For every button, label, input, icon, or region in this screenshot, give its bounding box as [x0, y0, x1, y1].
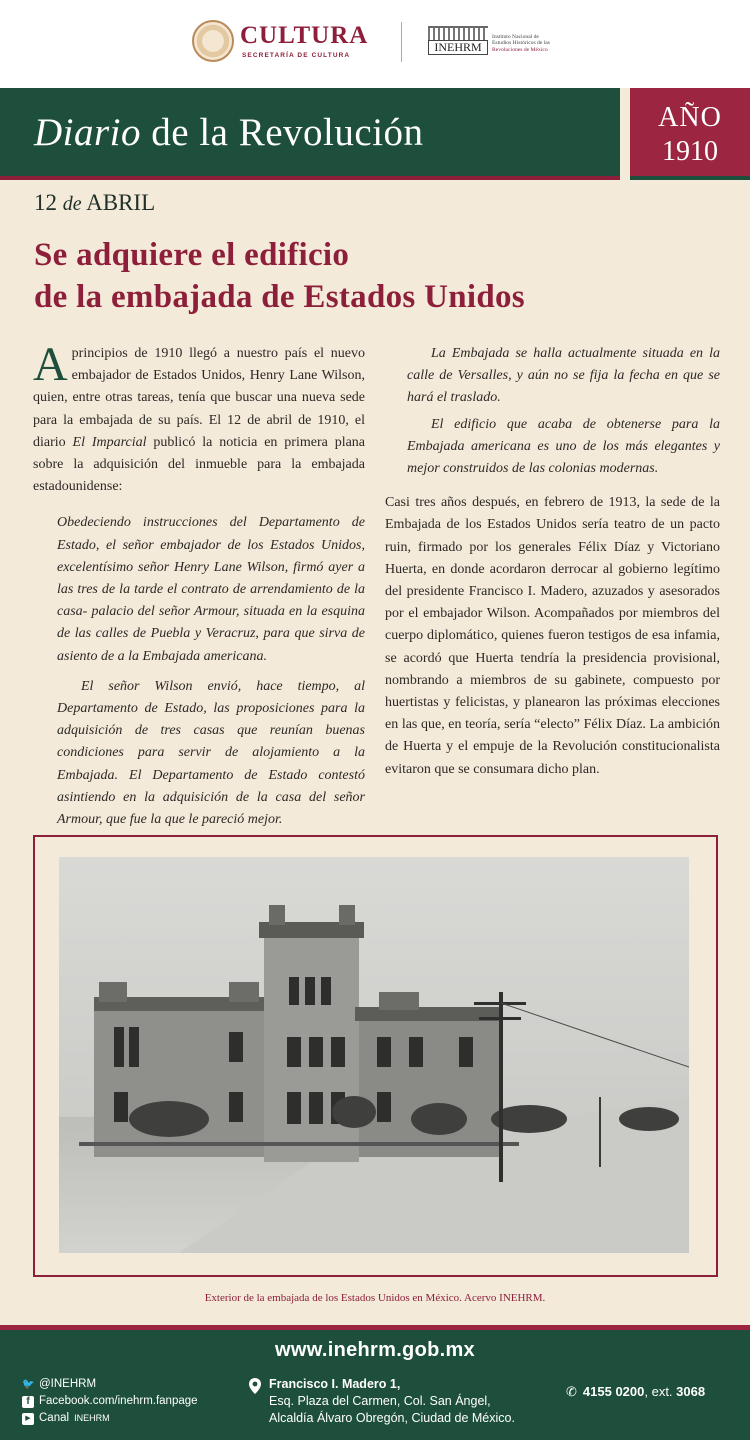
closing-paragraph: Casi tres años después, en febrero de 1913, la sede de la Embajada de los Estados Unidos sería teatro de un pacto ruin, firmado por los generales Félix Díaz y Victoriano Huerta, en donde acordaron derrocar al gobierno legítimo del presidente Francisco I. Madero, azuzados y asesorados por el embajador Wilson. Acompañados por miembros del cuerpo diplomático, quienes fueron testigos de esa infamia, se acordó que Huerta tendría la presidencia provisional, nombrando a miembros de su gabinete, compuesto por huertistas y felicistas, y planearon las próximas elecciones en las que, en teoría, sería “electo” Félix Díaz. La ambición de Huerta y el empuje de la Revolución constitucionalista evitaron que se consumara dicho plan.	[385, 495, 720, 777]
phone-ext-label: , ext.	[644, 1384, 677, 1399]
inehrm-logo	[428, 26, 488, 56]
quote-paragraph-2: El señor Wilson envió, hace tiempo, al Departamento de Estado, las proposiciones para la adquisición de tres casas que reunían buenas condiciones para servir de alojamiento a la Embajada. El Departamento de Estado contestó asintiendo en la adquisición de la casa del señor Armour, que fue la que le pareció mejor.	[57, 678, 365, 828]
inehrm-line-3: Revoluciones de México	[492, 46, 548, 53]
website-link[interactable]: www.inehrm.gob.mx	[275, 1339, 475, 1361]
date-day: 12	[34, 190, 57, 215]
address-line-2: Esq. Plaza del Carmen, Col. San Ángel,	[269, 1394, 491, 1408]
phone-ext: 3068	[676, 1384, 706, 1399]
date-de: de	[62, 193, 82, 215]
intro-text: principios de 1910 llegó a nuestro país el nuevo embajador de Estados Unidos, Henry Lane Wilson, quien, entre otras tareas, tenía que buscar una nueva sede para la embajada de su país. El 12 de abril de 1910, el diario	[33, 346, 365, 450]
location-pin-icon	[248, 1377, 262, 1395]
facebook-url: Facebook.com/inehrm.fanpage	[39, 1395, 198, 1407]
inehrm-full-name	[492, 34, 572, 53]
top-header	[0, 0, 750, 88]
intro-text-end: publicó la noticia en primera plana sobre la adquisición del inmueble para la embajada estadounidense:	[33, 434, 366, 495]
youtube-label: Canal	[39, 1412, 70, 1424]
year-box-underline	[630, 176, 750, 180]
inehrm-building-icon	[428, 26, 488, 40]
article-date	[34, 190, 155, 216]
publication-title-rest: de la Revolución	[141, 111, 424, 154]
mexico-seal-logo	[192, 20, 234, 62]
cultura-brand: CULTURA	[240, 22, 369, 49]
twitter-handle: @INEHRM	[39, 1378, 97, 1390]
address-line-1: Francisco I. Madero 1,	[269, 1377, 401, 1391]
intro-paragraph	[33, 338, 366, 498]
inehrm-line-1: Instituto Nacional de	[492, 34, 539, 40]
photo-caption: Exterior de la embajada de los Estados Unidos en México. Acervo INEHRM.	[204, 1292, 546, 1304]
youtube-row[interactable]	[22, 1410, 198, 1427]
facebook-row[interactable]	[22, 1393, 198, 1410]
article-headline	[34, 234, 714, 318]
logo-divider	[401, 22, 402, 62]
address-line-3: Alcaldía Álvaro Obregón, Ciudad de México.	[269, 1411, 515, 1425]
headline-line-2: de la embajada de Estados Unidos	[34, 279, 525, 315]
twitter-icon: 🐦	[22, 1378, 35, 1390]
quote-paragraph-3: La Embajada se halla actualmente situada en la calle de Versalles, y aún no se fija la fecha en que se hará el traslado.	[407, 346, 720, 406]
footer-topline	[0, 1325, 750, 1330]
phone-number: 4155 0200	[582, 1384, 645, 1399]
social-links	[22, 1376, 198, 1427]
inehrm-line-2: Estudios Históricos de las	[492, 40, 550, 47]
youtube-icon: ▶	[22, 1413, 34, 1425]
quote-paragraph-4: El edificio que acaba de obtenerse para la Embajada americana es uno de los más elegantes y mejor construidos de las colonias modernas.	[407, 416, 720, 477]
year-box	[626, 88, 750, 180]
quote-paragraph-1: Obedeciendo instrucciones del Departamento de Estado, el señor embajador de los Estados Unidos, excelentísimo señor Henry Lane Wilson, firmó ayer a las tres de la tarde el contrato de arrendamiento de la casa- palacio del señor Armour, situada en la esquina de las calles de Puebla y Veracruz, para que sirva de asiento de a la Embajada americana.	[57, 515, 365, 664]
drop-cap: A	[33, 338, 68, 391]
inehrm-logo-text: INEHRM	[428, 40, 488, 55]
phone-icon: ✆	[566, 1384, 577, 1399]
twitter-row[interactable]	[22, 1376, 198, 1393]
date-month: ABRIL	[86, 190, 156, 215]
address-block	[269, 1376, 515, 1427]
embassy-building-image	[59, 857, 689, 1253]
phone-block[interactable]	[566, 1384, 705, 1400]
year-label: AÑO	[658, 102, 722, 133]
year-value: 1910	[662, 136, 718, 167]
left-column	[33, 338, 366, 831]
right-column	[385, 343, 720, 781]
cultura-subtitle: SECRETARÍA DE CULTURA	[242, 52, 351, 59]
publication-title	[34, 110, 424, 155]
publication-title-italic: Diario	[34, 111, 142, 154]
embassy-photo	[59, 857, 689, 1253]
facebook-icon: f	[22, 1396, 34, 1408]
youtube-channel: INEHRM	[74, 1413, 110, 1423]
headline-line-1: Se adquiere el edificio	[34, 237, 350, 273]
title-bar-underline	[0, 176, 620, 180]
newspaper-name: El Imparcial	[72, 434, 147, 450]
